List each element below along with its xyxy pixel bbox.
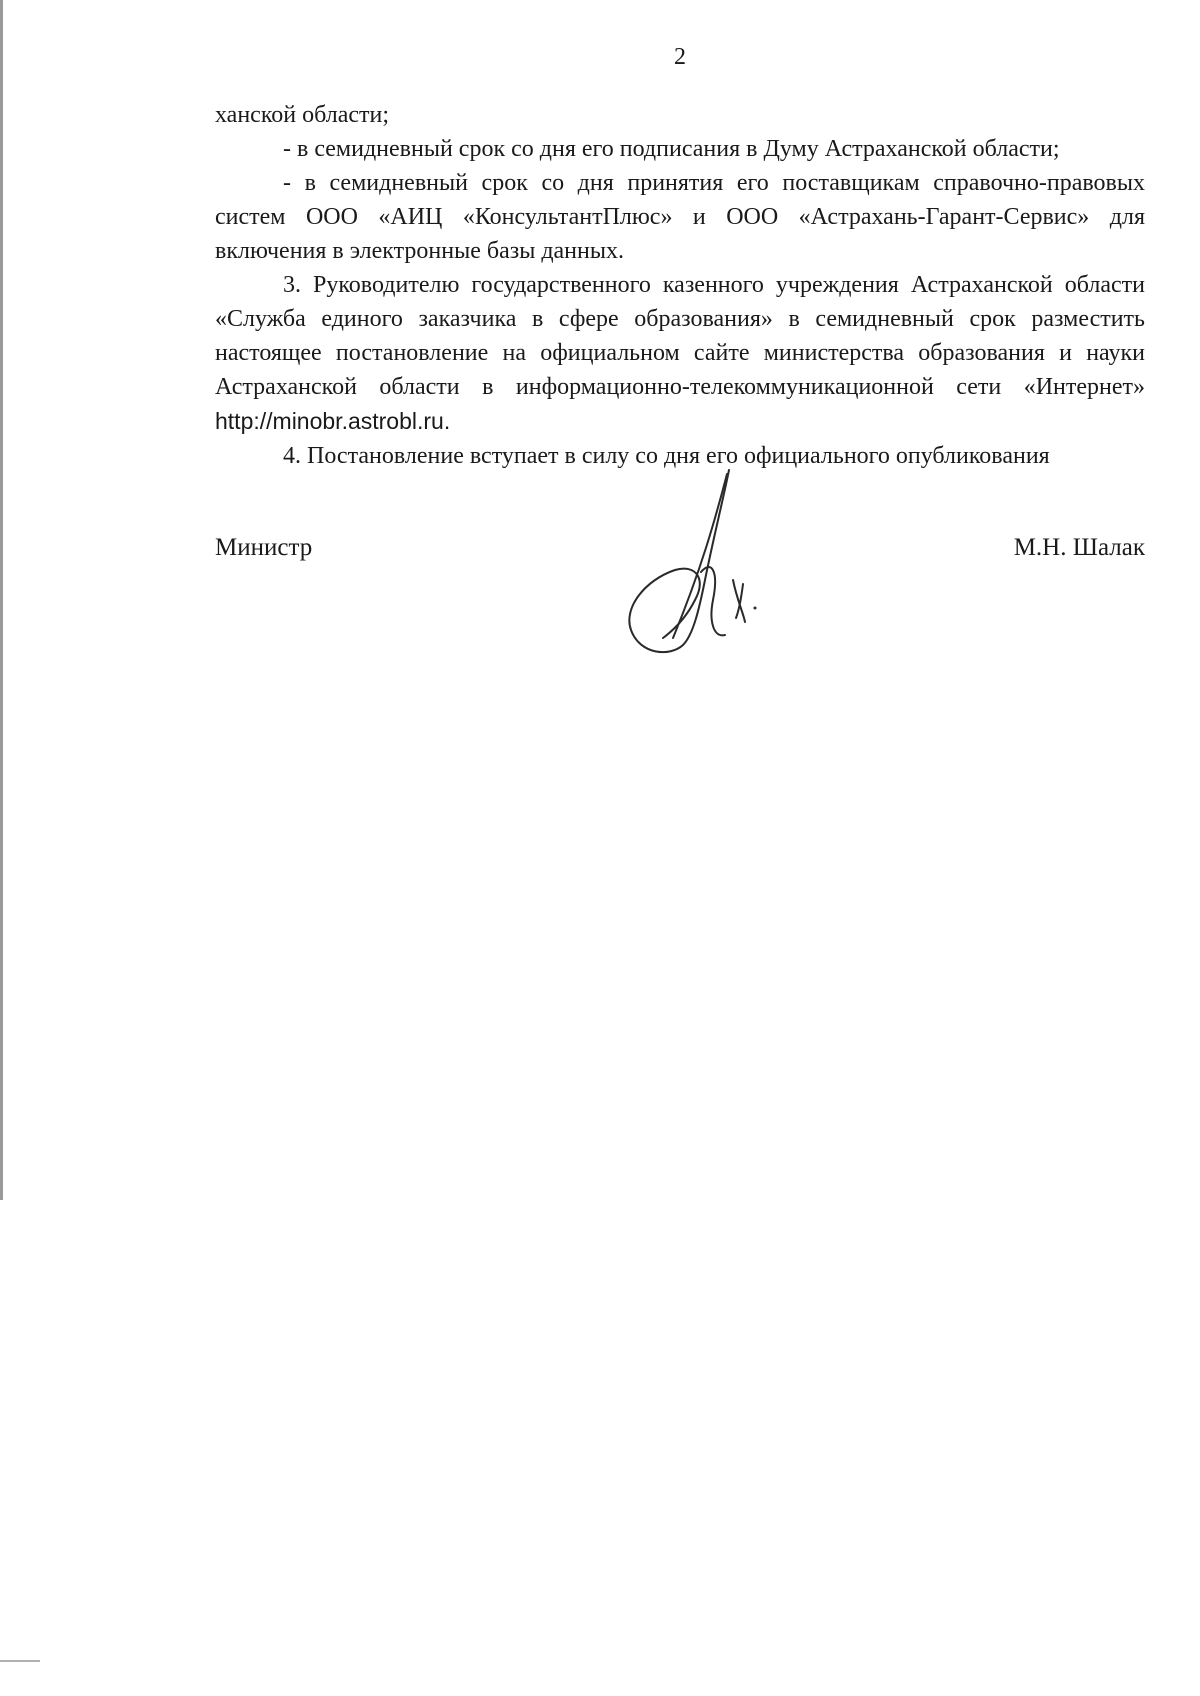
paragraph-continuation: ханской области; (215, 102, 390, 128)
paragraph-effective-date: 4. Постановление вступает в силу со дня его официального опубликования (283, 443, 1050, 469)
signatory-name: М.Н. Шалак (1013, 534, 1145, 561)
paragraph-website (215, 268, 1145, 439)
scan-edge-left (0, 0, 3, 1200)
scan-edge-mark (0, 1660, 40, 1662)
signatory-title: Министр (215, 534, 313, 561)
paragraph-legal-systems: - в семидневный срок со дня принятия его поставщикам справочно-правовых систем ООО «АИЦ «КонсультантПлюс» и ООО «Астрахань-Гарант-Сервис» для включения в электронные базы данных. (215, 170, 1145, 264)
document-body (215, 98, 1145, 473)
handwritten-signature (615, 460, 775, 670)
page-number: 2 (674, 44, 686, 70)
paragraph-website-text: 3. Руководителю государственного казенного учреждения Астраханской области «Служба единого заказчика в сфере образования» в семидневный срок разместить настоящее постановление на официальном сайте министерства образования и науки Астраханской области в информационно-телекоммуникационной сети «Интернет» (215, 272, 1145, 400)
website-url[interactable]: http://minobr.astrobl.ru. (215, 408, 451, 434)
paragraph-duma: - в семидневный срок со дня его подписания в Думу Астраханской области; (283, 136, 1060, 162)
